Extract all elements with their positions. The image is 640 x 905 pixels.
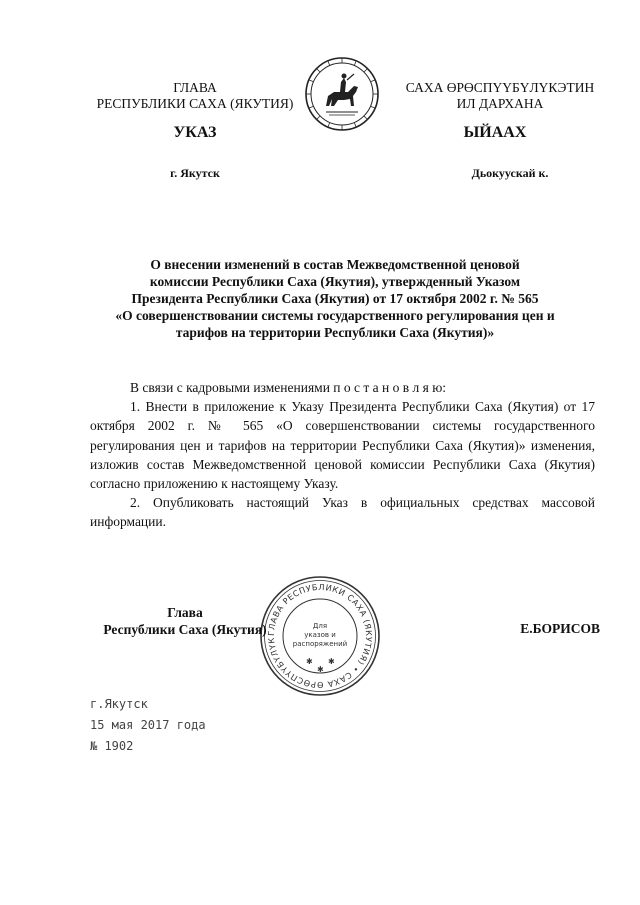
decree-body (90, 378, 595, 532)
signatory-title-line1: Глава (167, 605, 203, 620)
header-left-line1: ГЛАВА (173, 80, 217, 95)
doc-type-ukaz: УКАЗ (173, 124, 217, 141)
registration-number: № 1902 (90, 739, 134, 753)
decree-title-line: комиссии Республики Саха (Якутия), утвержденный Указом (149, 274, 521, 289)
decree-title-line: тарифов на территории Республики Саха (Якутия)» (175, 325, 495, 340)
header-right-line2: ИЛ ДАРХАНА (456, 96, 544, 111)
registration-date: 15 мая 2017 года (90, 718, 206, 732)
decree-item-2: 2. Опубликовать настоящий Указ в официальных средствах массовой информации. (90, 495, 595, 530)
header-left (80, 80, 310, 112)
decree-title-line: «О совершенствовании системы государственного регулирования цен и (115, 308, 555, 323)
stamp-star-icon: ✱ (306, 657, 313, 666)
stamp-center-line3: распоряжений (292, 640, 348, 648)
decree-item-1: 1. Внести в приложение к Указу Президента Республики Саха (Якутия) от 17 октября 2002 г. № 565 «О совершенствовании системы государственного регулирования цен и тарифов на территории Республики Саха (Якутия)» изменения, изложив состав Межведомственной ценовой комиссии Республики Саха (Якутия) согласно приложению к настоящему Указу. (90, 399, 595, 492)
header-right (380, 80, 620, 112)
place-dyokuuskai: Дьокуускай к. (471, 166, 549, 180)
stamp-star-icon: ✱ (317, 665, 324, 674)
signatory-title (90, 604, 280, 638)
decree-title-line: Президента Республики Саха (Якутия) от 17 октября 2002 г. № 565 (131, 291, 539, 306)
decree-title (80, 256, 590, 341)
place-yakutsk: г. Якутск (170, 166, 220, 180)
coat-of-arms-emblem (304, 56, 380, 132)
registration-city: г.Якутск (90, 697, 148, 711)
header-right-line1: САХА ӨРӨСПҮҮБҮЛҮКЭТИН (405, 80, 595, 95)
doc-type-yiaakh: ЫЙААХ (463, 124, 527, 141)
stamp-ring-text: ГЛАВА РЕСПУБЛИКИ САХА (ЯКУТИЯ) • САХА ӨРӨСПҮҮБҮЛҮК (265, 581, 375, 691)
stamp-center-line2: указов и (304, 631, 336, 639)
signatory-title-line2: Республики Саха (Якутия) (103, 622, 267, 637)
header-left-line2: РЕСПУБЛИКИ САХА (ЯКУТИЯ) (96, 96, 294, 111)
signatory-name: Е.БОРИСОВ (520, 621, 600, 636)
registration-block (90, 694, 310, 757)
stamp-center-line1: Для (312, 622, 328, 630)
stamp-star-icon: ✱ (328, 657, 335, 666)
decree-title-line: О внесении изменений в состав Межведомственной ценовой (150, 257, 520, 272)
decree-intro: В связи с кадровыми изменениями п о с т а н о в л я ю: (130, 380, 447, 395)
